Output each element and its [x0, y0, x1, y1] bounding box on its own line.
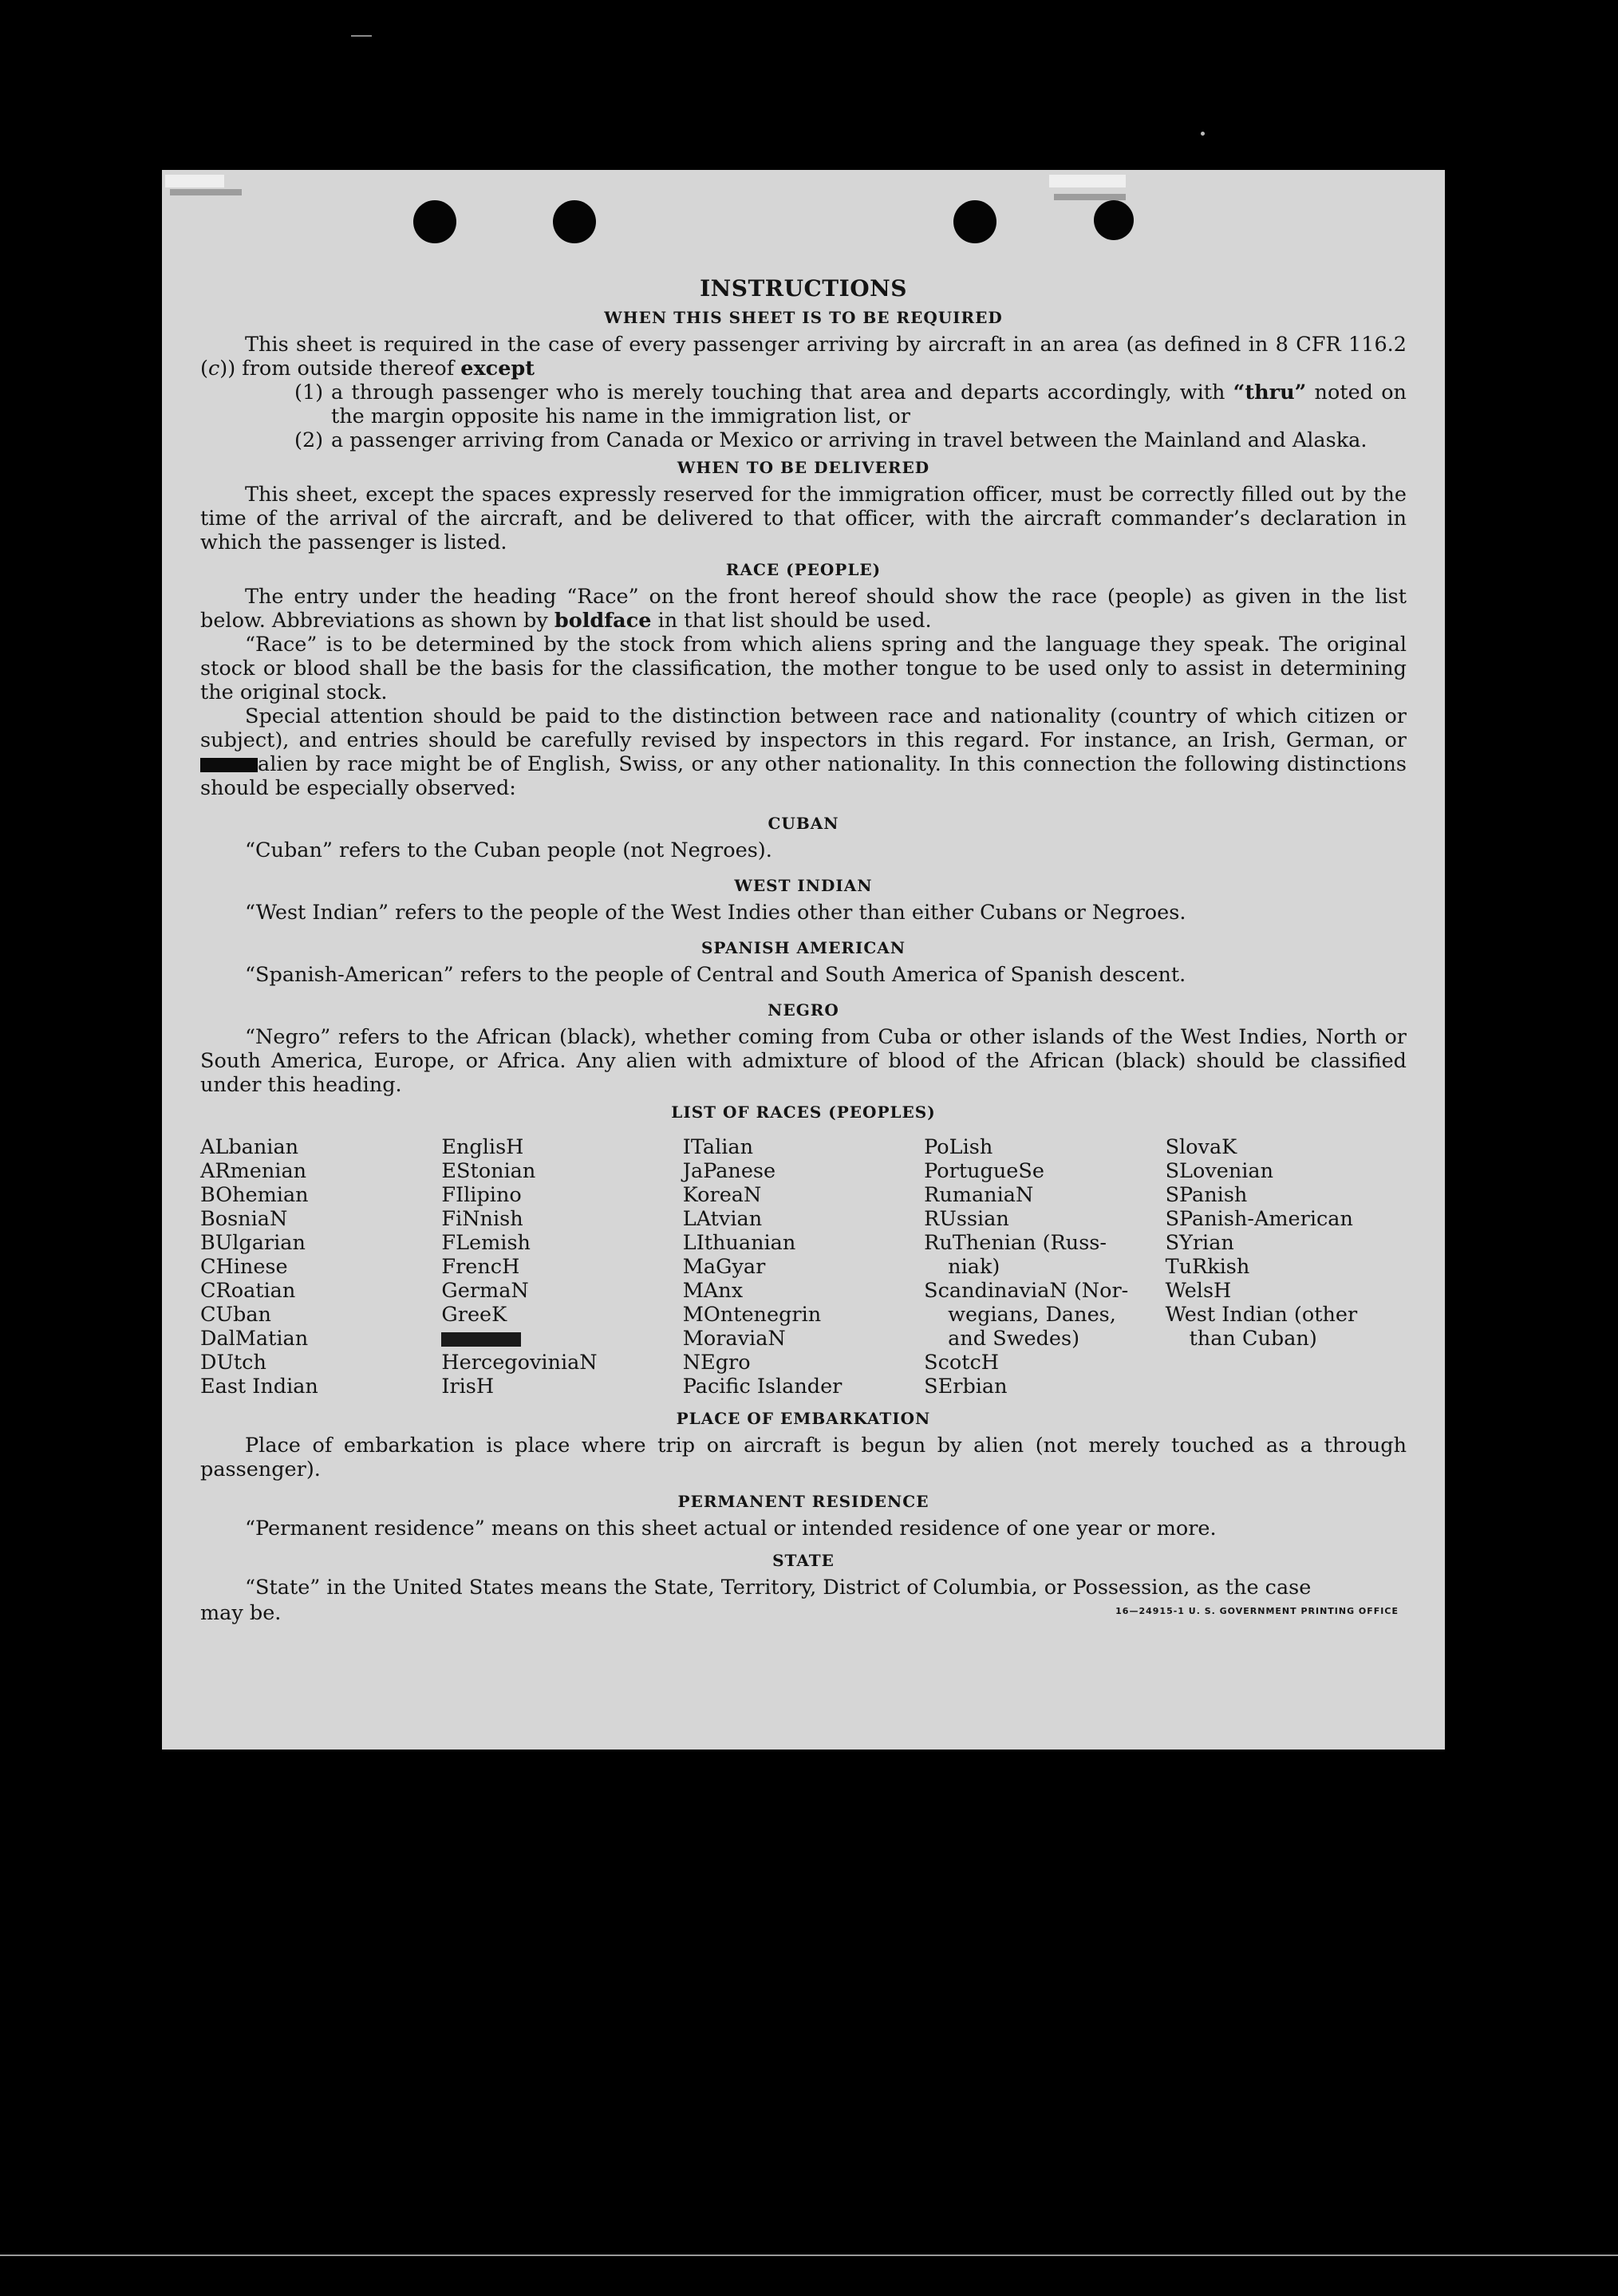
strikeout-mark	[441, 1332, 521, 1347]
paragraph-when-required: This sheet is required in the case of every passenger arriving by aircraft in an area (as defined in 8 CFR 116.2 (c)) from outside thereof except	[200, 333, 1407, 381]
race-entry: ARmenian	[200, 1159, 307, 1183]
tape-fragment-right	[1049, 175, 1126, 187]
race-entry: ScotcH	[924, 1351, 1000, 1375]
race-entry: KoreaN	[682, 1183, 762, 1207]
race-entry: DalMatian	[200, 1327, 309, 1351]
race-entry: TuRkish	[1165, 1255, 1250, 1279]
race-entry: SErbian	[924, 1375, 1008, 1399]
race-entry: SYrian	[1165, 1231, 1234, 1255]
tape-shadow-left	[170, 189, 242, 195]
race-entry: East Indian	[200, 1375, 318, 1399]
race-entry: SLovenian	[1165, 1159, 1274, 1183]
race-entry: CUban	[200, 1303, 271, 1327]
punch-hole	[553, 200, 596, 243]
heading-when-required: WHEN THIS SHEET IS TO BE REQUIRED	[604, 308, 1003, 327]
heading-embarkation: PLACE OF EMBARKATION	[676, 1409, 931, 1428]
heading-cuban: CUBAN	[768, 814, 839, 833]
race-entry: ITalian	[682, 1135, 754, 1159]
race-entry-struck	[441, 1327, 682, 1351]
heading-state: STATE	[772, 1551, 835, 1570]
race-entry: PortugueSe	[924, 1159, 1044, 1183]
race-entry-continued: and Swedes)	[948, 1327, 1080, 1351]
race-entry: NEgro	[682, 1351, 751, 1375]
paragraph-negro: “Negro” refers to the African (black), whether coming from Cuba or other islands of the West Indies, North or South America, Europe, or Africa. Any alien with admixture of blood of the African (black) should be classified under this heading.	[200, 1025, 1407, 1097]
exception-item-2: (2) a passenger arriving from Canada or Mexico or arriving in travel between the Mainland and Alaska.	[294, 428, 1367, 452]
race-entry: ScandinaviaN (Nor-	[924, 1279, 1129, 1303]
tape-shadow-right	[1054, 194, 1126, 200]
race-entry: BOhemian	[200, 1183, 309, 1207]
race-entry: HercegoviniaN	[441, 1351, 598, 1375]
races-column-1	[200, 1135, 441, 1399]
race-entry-continued: wegians, Danes,	[948, 1303, 1116, 1327]
race-entry-continued: than Cuban)	[1189, 1327, 1317, 1351]
paragraph-permanent-residence: “Permanent residence” means on this sheet actual or intended residence of one year or more.	[245, 1517, 1217, 1541]
tape-fragment-left	[165, 175, 224, 187]
paragraph-state-line-2	[200, 1600, 1407, 1625]
race-entry: CHinese	[200, 1255, 288, 1279]
paragraph-when-delivered: This sheet, except the spaces expressly reserved for the immigration officer, must be correctly filled out by the time of the arrival of the aircraft, and be delivered to that officer, with the aircraft commander’s declaration in which the passenger is listed.	[200, 483, 1407, 554]
paragraph-spanish-american: “Spanish-American” refers to the people of Central and South America of Spanish descent.	[245, 963, 1186, 987]
scan-speck	[1201, 132, 1205, 136]
race-entry: EStonian	[441, 1159, 536, 1183]
heading-permanent-residence: PERMANENT RESIDENCE	[677, 1492, 929, 1511]
race-entry: SlovaK	[1165, 1135, 1237, 1159]
printer-imprint: 16—24915-1 U. S. GOVERNMENT PRINTING OFFICE	[1115, 1606, 1399, 1616]
races-column-5	[1166, 1135, 1407, 1399]
race-entry: CRoatian	[200, 1279, 296, 1303]
race-entry: DUtch	[200, 1351, 266, 1375]
race-entry: RUssian	[924, 1207, 1009, 1231]
punch-hole	[413, 200, 456, 243]
race-entry: RuThenian (Russ-	[924, 1231, 1107, 1255]
race-entry: ALbanian	[200, 1135, 299, 1159]
paragraph-race-2: “Race” is to be determined by the stock from which aliens spring and the language they speak. The original stock or blood shall be the basis for the classification, the mother tongue to be used only to assist in determining the original stock.	[200, 633, 1407, 704]
race-entry-continued: niak)	[948, 1255, 1000, 1279]
races-column-2	[441, 1135, 682, 1399]
heading-spanish-american: SPANISH AMERICAN	[700, 938, 906, 957]
race-entry: IrisH	[441, 1375, 495, 1399]
punch-hole	[953, 200, 996, 243]
race-entry: FrencH	[441, 1255, 520, 1279]
paragraph-cuban: “Cuban” refers to the Cuban people (not Negroes).	[245, 838, 772, 862]
races-column-3	[683, 1135, 924, 1399]
race-entry: LAtvian	[682, 1207, 763, 1231]
paragraph-race-1: The entry under the heading “Race” on the front hereof should show the race (people) as given in the list below. Abbreviations as shown by boldface in that list should be used.	[200, 585, 1407, 633]
paragraph-race-3: Special attention should be paid to the distinction between race and nationality (country of which citizen or subject), and entries should be carefully revised by inspectors in this regard. For instance, an Irish, German, or alien by race might be of English, Swiss, or any other nationality. In this connection the following distinctions should be especially observed:	[200, 704, 1407, 800]
heading-west-indian: WEST INDIAN	[734, 876, 873, 895]
heading-negro: NEGRO	[768, 1000, 839, 1020]
race-entry: West Indian (other	[1165, 1303, 1358, 1327]
page-title: INSTRUCTIONS	[700, 275, 907, 302]
race-entry: JaPanese	[682, 1159, 776, 1183]
race-entry: MAnx	[682, 1279, 744, 1303]
race-entry: MoraviaN	[682, 1327, 786, 1351]
race-entry: FIlipino	[441, 1183, 522, 1207]
heading-race: RACE (PEOPLE)	[725, 560, 882, 579]
race-entry: GermaN	[441, 1279, 529, 1303]
scan-mark-bottom	[0, 2255, 1618, 2256]
scan-mark-top	[351, 35, 372, 37]
race-entry: FLemish	[441, 1231, 531, 1255]
redaction-mark	[200, 758, 258, 772]
race-entry: Pacific Islander	[682, 1375, 843, 1399]
race-entry: FiNnish	[441, 1207, 523, 1231]
race-entry: SPanish	[1165, 1183, 1248, 1207]
races-column-4	[924, 1135, 1165, 1399]
race-entry: BosniaN	[200, 1207, 288, 1231]
race-entry: BUlgarian	[200, 1231, 306, 1255]
punch-hole	[1094, 200, 1134, 240]
paragraph-embarkation: Place of embarkation is place where trip on aircraft is begun by alien (not merely touched as a through passenger).	[200, 1434, 1407, 1481]
heading-list-of-races: LIST OF RACES (PEOPLES)	[671, 1103, 936, 1122]
exception-item-1: (1) a through passenger who is merely touching that area and departs accordingly, with “thru” noted on the margin opposite his name in the immigration list, or	[294, 381, 1407, 428]
heading-when-delivered: WHEN TO BE DELIVERED	[677, 458, 930, 477]
race-entry: GreeK	[441, 1303, 507, 1327]
races-table	[200, 1135, 1407, 1399]
race-entry: RumaniaN	[924, 1183, 1034, 1207]
race-entry: WelsH	[1165, 1279, 1232, 1303]
race-entry: PoLish	[924, 1135, 993, 1159]
instruction-sheet	[162, 170, 1445, 1750]
race-entry: SPanish-American	[1165, 1207, 1353, 1231]
race-entry: LIthuanian	[682, 1231, 796, 1255]
race-entry: MOntenegrin	[682, 1303, 822, 1327]
race-entry: MaGyar	[682, 1255, 766, 1279]
paragraph-state-line-1: “State” in the United States means the State, Territory, District of Columbia, or Possession, as the case	[245, 1576, 1312, 1600]
paragraph-state-end: may be.	[200, 1601, 282, 1625]
race-entry: EnglisH	[441, 1135, 524, 1159]
paragraph-west-indian: “West Indian” refers to the people of the West Indies other than either Cubans or Negroes.	[245, 901, 1186, 925]
instructions-body	[200, 277, 1407, 1625]
